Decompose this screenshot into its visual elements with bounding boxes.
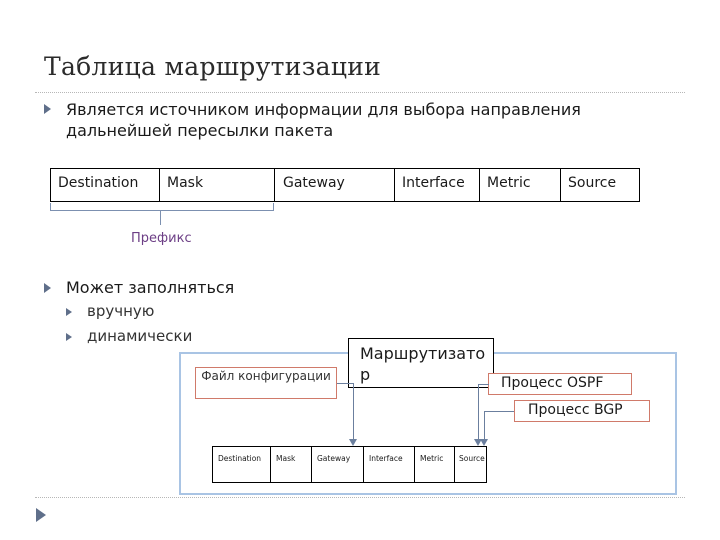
column-destination: Destination (51, 169, 160, 201)
prefix-brace (50, 203, 274, 211)
bgp-arrow-line (484, 411, 485, 440)
ospf-arrow-line (478, 384, 479, 440)
bgp-arrow-head (480, 439, 488, 446)
bullet-triangle-icon (44, 104, 51, 114)
config-arrow-head (349, 439, 357, 446)
footer-divider (35, 497, 685, 498)
mini-column-gateway: Gateway (312, 447, 364, 482)
column-metric: Metric (480, 169, 561, 201)
slide-title: Таблица маршрутизации (44, 52, 382, 81)
column-mask: Mask (160, 169, 275, 201)
config-arrow-line (337, 383, 354, 384)
title-divider (35, 92, 685, 93)
config-arrow-line (353, 383, 354, 440)
column-interface: Interface (395, 169, 480, 201)
bullet-routing-source: Является источником информации для выбора направления дальнейшей пересылки пакета (66, 100, 581, 140)
bgp-process-label: Процесс BGP (514, 400, 650, 422)
column-source: Source (568, 175, 617, 191)
routing-table-header (50, 168, 640, 202)
mini-column-mask: Mask (271, 447, 312, 482)
sub-bullet-manual: вручную (87, 302, 155, 320)
column-gateway: Gateway (275, 169, 395, 201)
bullet-triangle-icon (44, 283, 51, 293)
sub-bullet-dynamic: динамически (87, 327, 193, 345)
sub-bullet-triangle-icon (66, 333, 72, 341)
bullet-can-be-filled: Может заполняться (66, 278, 235, 297)
ospf-process-label: Процесс OSPF (488, 373, 632, 395)
play-arrow-icon[interactable] (36, 508, 46, 522)
bgp-arrow-line (484, 411, 514, 412)
prefix-brace-stem (160, 211, 161, 225)
mini-routing-table (212, 446, 487, 483)
mini-column-source: Source (459, 454, 485, 463)
mini-column-metric: Metric (415, 447, 455, 482)
mini-column-interface: Interface (364, 447, 415, 482)
mini-column-destination: Destination (213, 447, 271, 482)
sub-bullet-triangle-icon (66, 308, 72, 316)
prefix-label: Префикс (131, 231, 192, 246)
ospf-arrow-line (478, 384, 489, 385)
config-file-label: Файл конфигурации (195, 367, 337, 399)
router-label: Маршрутизато р (348, 338, 494, 388)
